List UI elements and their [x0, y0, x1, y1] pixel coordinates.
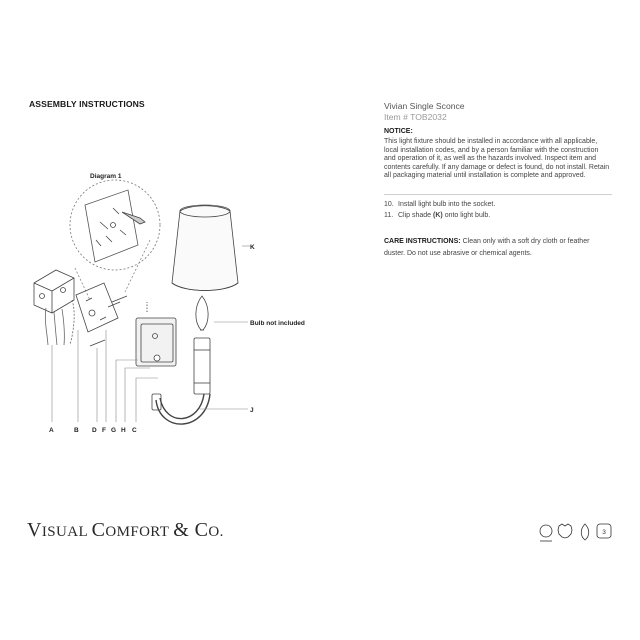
step-text: Clip shade [398, 212, 434, 219]
part-label: C [132, 427, 137, 434]
assembly-instructions-title: ASSEMBLY INSTRUCTIONS [29, 99, 145, 109]
part-label: F [102, 427, 106, 434]
step-text-after: onto light bulb. [442, 212, 491, 219]
care-heading: CARE INSTRUCTIONS: [384, 238, 461, 245]
part-label: B [74, 427, 79, 434]
step-text: Install light bulb into the socket. [398, 201, 496, 208]
product-name: Vivian Single Sconce [384, 101, 465, 111]
bulb-note: Bulb not included [250, 320, 305, 327]
part-label: D [92, 427, 97, 434]
bulb [196, 296, 208, 330]
bulb-outline-icon [581, 524, 589, 540]
brand-logo-part: C [91, 519, 106, 541]
part-label: H [121, 427, 126, 434]
detail-plate [85, 190, 138, 262]
step-number: 11. [384, 212, 394, 219]
brand-logo-part: & C [173, 519, 209, 541]
brand-logo [27, 519, 224, 542]
candle-socket [194, 338, 210, 394]
item-number: Item # TOB2032 [384, 112, 447, 122]
shade-label: K [250, 244, 255, 251]
curved-arm [160, 394, 204, 419]
mounting-plate [76, 283, 118, 332]
brand-logo-part: O. [208, 524, 224, 540]
ul-listed-icon [540, 525, 552, 537]
part-label: G [111, 427, 117, 434]
brand-logo-part: OMFORT [105, 524, 174, 540]
step-part-ref: (K) [433, 212, 443, 219]
lamp-shade [172, 206, 238, 291]
junction-box [34, 270, 74, 313]
diagram-1-label: Diagram 1 [90, 173, 122, 180]
notice-body: This light fixture should be installed in accordance with all applicable, local installation codes, and by a person familiar with the construction and operation of it, as well as the hazards involved. Inspect item and contents carefully. If any damage or defect is found, do not install. Retain all packaging material until installation is complete and approved. [384, 138, 610, 180]
care-text: Clean only with a soft dry cloth or feather duster. Do not use abrasive or chemical agents. [384, 238, 590, 257]
brand-logo-part: ISUAL [41, 524, 92, 540]
star-badge-icon [558, 524, 572, 538]
detail-circle [70, 180, 160, 270]
step-number: 10. [384, 201, 394, 208]
notice-heading: NOTICE: [384, 128, 413, 135]
brand-logo-part: V [27, 519, 42, 541]
page-number: 3 [602, 529, 606, 536]
arm-label: J [250, 407, 254, 414]
part-label: A [49, 427, 54, 434]
